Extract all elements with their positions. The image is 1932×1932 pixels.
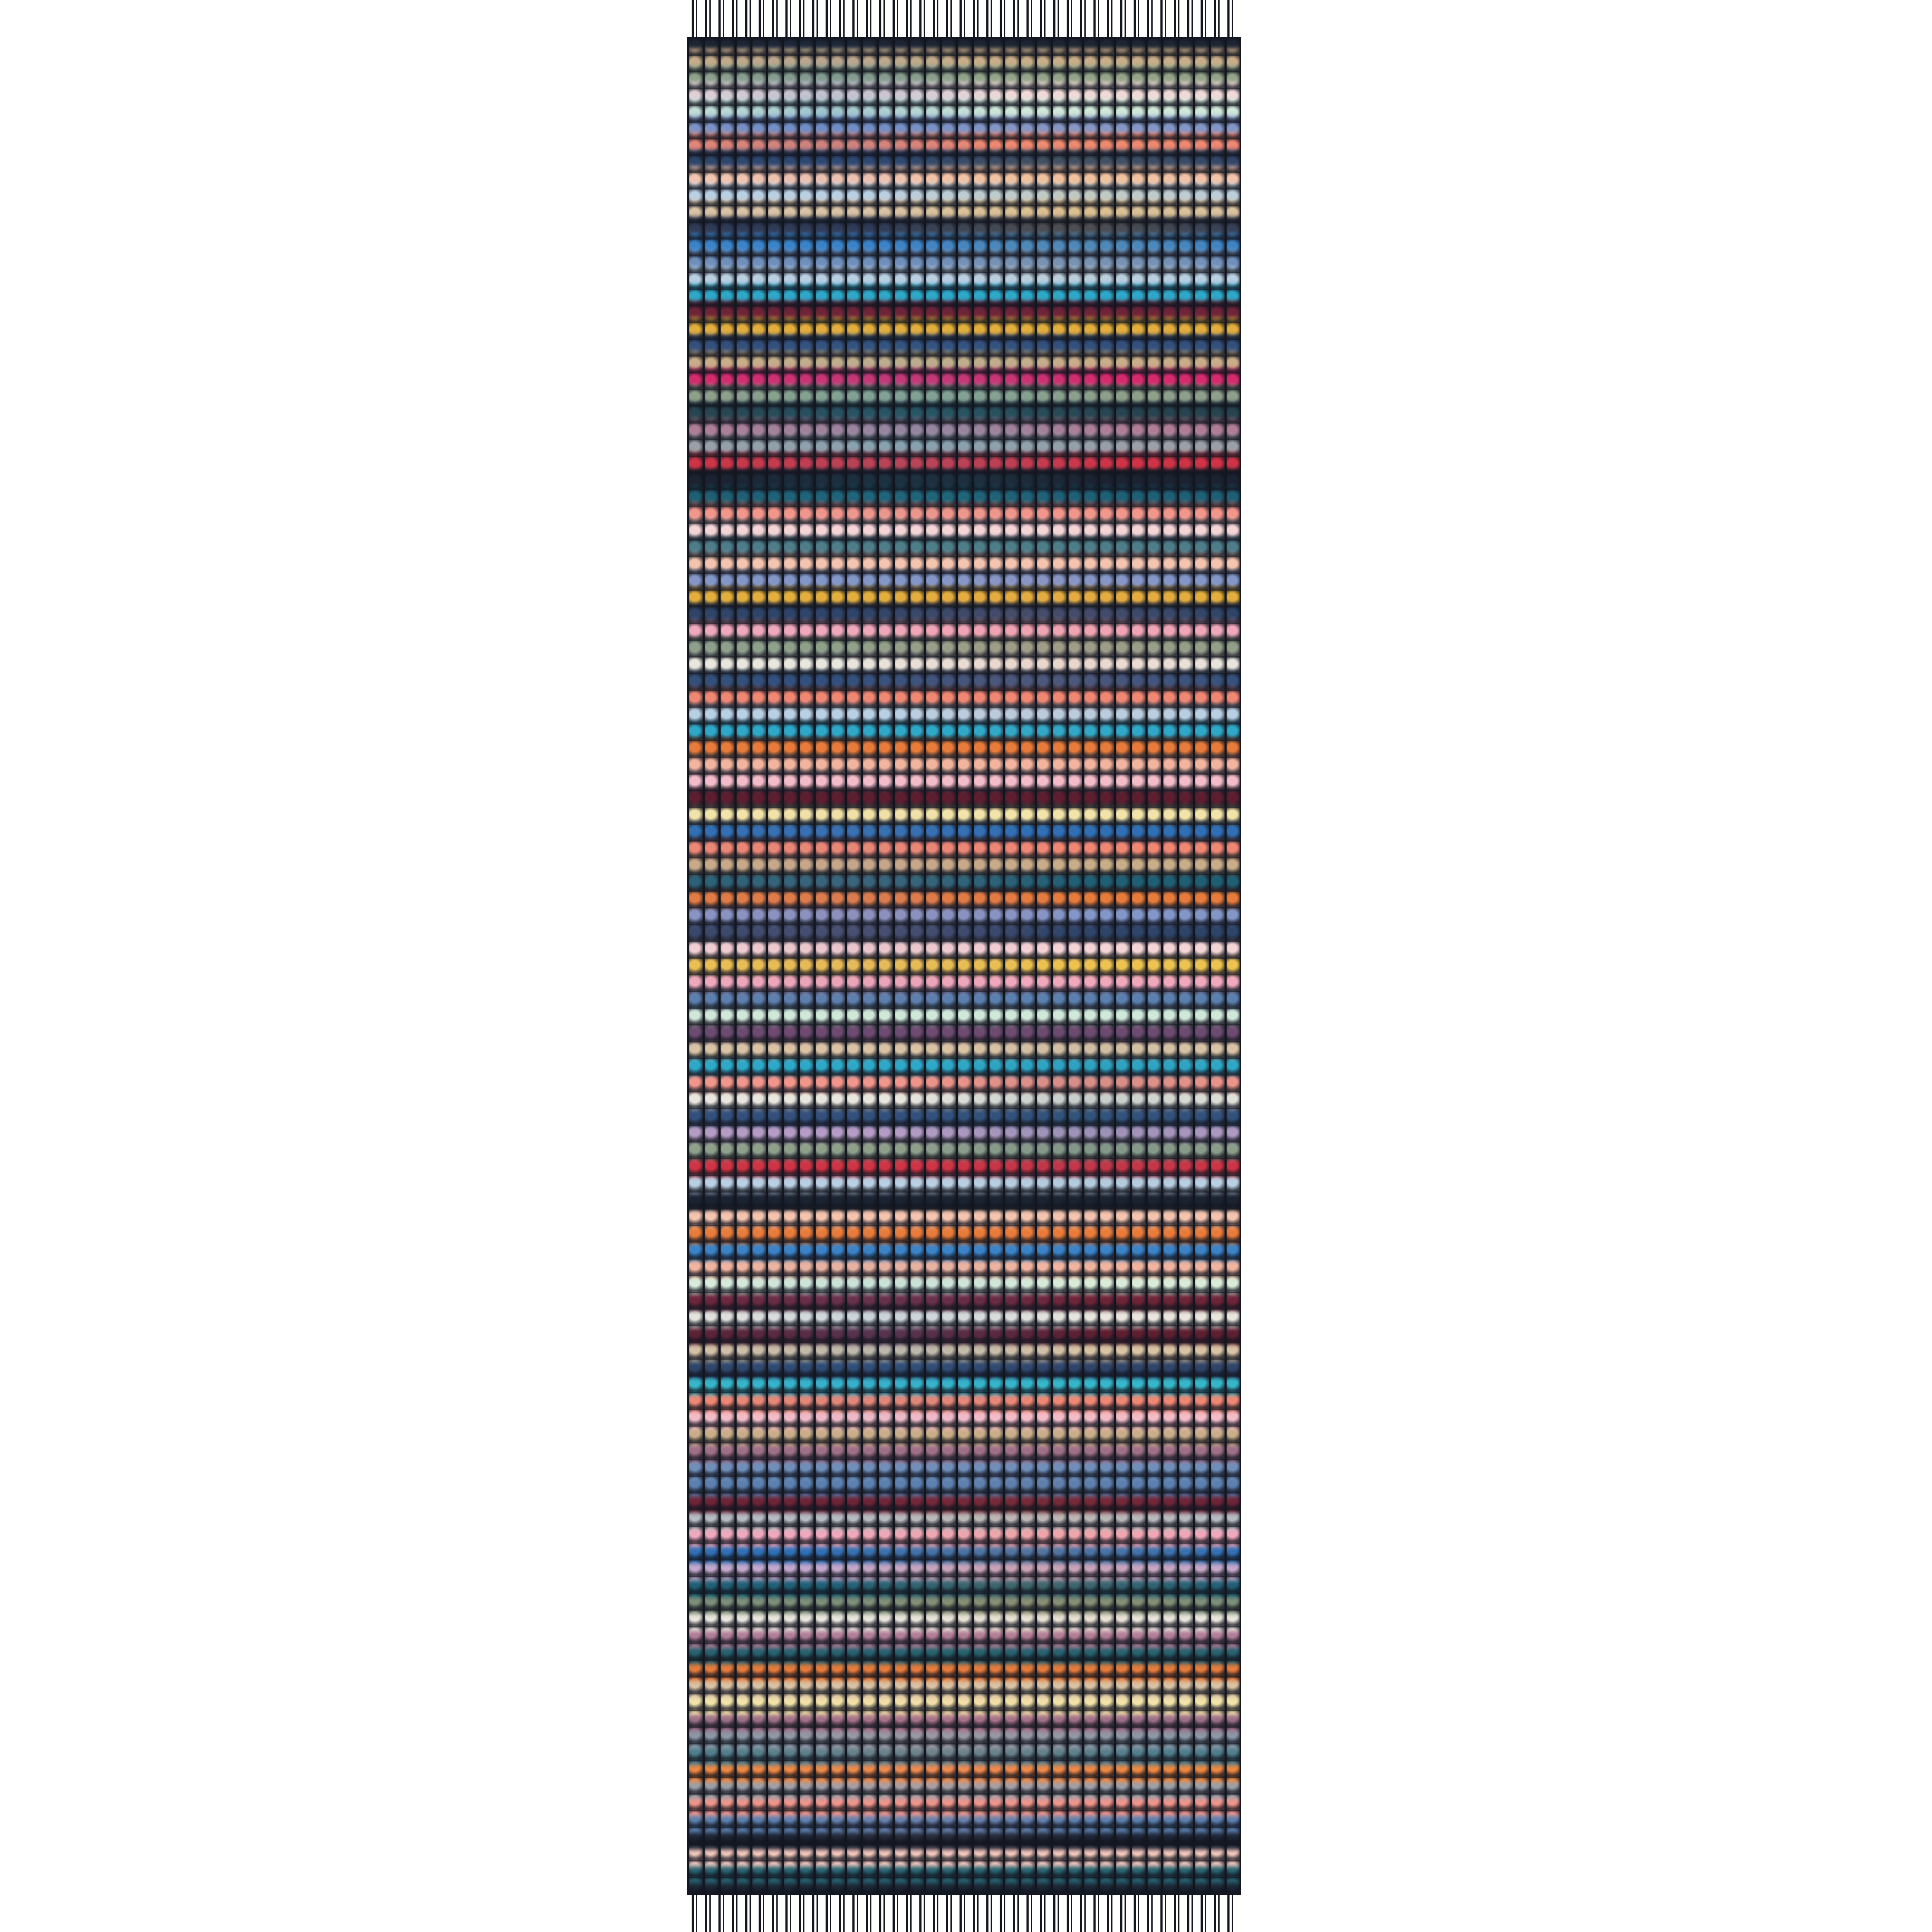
rug-stripe <box>687 301 1241 318</box>
rug-stripe <box>687 1462 1241 1479</box>
rug-stripe <box>687 1698 1241 1715</box>
rug-stripe <box>687 1143 1241 1160</box>
rug-stripe <box>687 705 1241 722</box>
rug-stripe <box>687 66 1241 83</box>
rug-stripe <box>687 1092 1241 1109</box>
rug-stripe <box>687 840 1241 857</box>
rug-stripe <box>687 402 1241 419</box>
rug-stripe <box>687 1025 1241 1042</box>
rug-stripe <box>687 184 1241 200</box>
rug-stripe <box>687 1075 1241 1092</box>
rug-stripe <box>687 1193 1241 1210</box>
rug-stripe <box>687 1597 1241 1614</box>
rug-stripe <box>687 503 1241 520</box>
rug-stripe <box>687 655 1241 671</box>
rug-stripe <box>687 604 1241 621</box>
rug-stripe <box>687 1277 1241 1294</box>
rug-stripe <box>687 1866 1241 1883</box>
rug-stripe <box>687 1547 1241 1563</box>
rug-stripe <box>687 991 1241 1008</box>
rug-stripe <box>687 1833 1241 1849</box>
rug-stripe <box>687 284 1241 301</box>
rug-stripe <box>687 1883 1241 1895</box>
rug-stripe <box>687 1328 1241 1344</box>
rug-stripe <box>687 789 1241 806</box>
rug-stripe <box>687 1765 1241 1782</box>
rug-stripe <box>687 1361 1241 1378</box>
rug-stripe <box>687 217 1241 234</box>
rug-stripe <box>687 1614 1241 1631</box>
rug-stripe <box>687 739 1241 756</box>
rug-stripe <box>687 1227 1241 1244</box>
rug-stripe <box>687 688 1241 705</box>
rug-stripe <box>687 385 1241 402</box>
rug-stripe <box>687 1732 1241 1748</box>
rug-stripe <box>687 1580 1241 1597</box>
rug-stripe <box>687 621 1241 638</box>
rug-stripe <box>687 806 1241 823</box>
rug-stripe <box>687 671 1241 688</box>
rug-stripe <box>687 756 1241 772</box>
rug-stripe <box>687 453 1241 470</box>
rug-stripe <box>687 419 1241 436</box>
rug-stripe <box>687 1748 1241 1765</box>
rug-color-washes <box>687 37 1241 1895</box>
rug-stripe <box>687 957 1241 974</box>
rug-stripe <box>687 1244 1241 1261</box>
rug-stripe <box>687 1496 1241 1513</box>
rug-stripe <box>687 1311 1241 1328</box>
rug-stripe <box>687 1799 1241 1816</box>
rug-stripe <box>687 1126 1241 1143</box>
rug-stripe <box>687 1816 1241 1833</box>
rug-stripe <box>687 37 1241 49</box>
rug-stripe <box>687 352 1241 369</box>
rug-stripe <box>687 537 1241 554</box>
rug-stripe <box>687 436 1241 453</box>
rug-stripe <box>687 571 1241 588</box>
rug-stripe <box>687 722 1241 739</box>
rug-stripe <box>687 116 1241 133</box>
rug-stripe <box>687 1160 1241 1176</box>
rug-stripe <box>687 267 1241 284</box>
rug-body <box>687 37 1241 1895</box>
rug-stripe <box>687 974 1241 991</box>
rug-stripe <box>687 150 1241 167</box>
rug-stripe <box>687 1008 1241 1025</box>
rug-stripe <box>687 1261 1241 1277</box>
rug-stripe <box>687 486 1241 503</box>
rug-stripe <box>687 318 1241 335</box>
rug-stripe <box>687 1479 1241 1496</box>
rug-stripes <box>687 37 1241 1895</box>
rug-stripe <box>687 1715 1241 1732</box>
rug-stripe <box>687 369 1241 385</box>
rug-stripe <box>687 1395 1241 1412</box>
rug-stripe <box>687 874 1241 890</box>
rug-stripe <box>687 924 1241 941</box>
rug-stripe <box>687 638 1241 655</box>
rug-stripe <box>687 1664 1241 1681</box>
rug-stripe <box>687 1849 1241 1866</box>
rug-stripe <box>687 1210 1241 1227</box>
rug-stripe <box>687 890 1241 907</box>
rug-stripe <box>687 907 1241 924</box>
rug-stripe <box>687 1294 1241 1311</box>
rug-stripe <box>687 1563 1241 1580</box>
rug-stripe <box>687 1648 1241 1665</box>
rug-stripe <box>687 234 1241 251</box>
rug-stripe <box>687 335 1241 352</box>
rug-stripe <box>687 1412 1241 1429</box>
rug-stripe <box>687 1109 1241 1126</box>
rug-stripe <box>687 1058 1241 1075</box>
rug-fringe-bottom <box>689 1894 1239 1932</box>
rug-stripe <box>687 772 1241 789</box>
rug-stripe <box>687 1429 1241 1446</box>
rug-stripe <box>687 823 1241 840</box>
rug-stripe <box>687 1344 1241 1361</box>
rug-stripe <box>687 554 1241 571</box>
rug-stripe <box>687 1378 1241 1395</box>
rug-stripe <box>687 1782 1241 1799</box>
rug-product-photo <box>687 0 1241 1932</box>
rug-stripe <box>687 1631 1241 1648</box>
rug-stripe <box>687 470 1241 486</box>
rug-stripe <box>687 857 1241 874</box>
rug-stripe <box>687 1446 1241 1462</box>
rug-stripe <box>687 1176 1241 1193</box>
rug-stripe <box>687 83 1241 99</box>
rug-stripe <box>687 49 1241 66</box>
rug-stripe <box>687 251 1241 267</box>
rug-stripe <box>687 200 1241 217</box>
rug-stripe <box>687 1681 1241 1698</box>
rug-stripe <box>687 941 1241 957</box>
rug-stripe <box>687 167 1241 184</box>
rug-stripe <box>687 133 1241 150</box>
rug-stripe <box>687 587 1241 604</box>
rug-stripe <box>687 99 1241 116</box>
rug-stripe <box>687 520 1241 537</box>
rug-stripe <box>687 1042 1241 1058</box>
rug-stripe <box>687 1513 1241 1530</box>
rug-stripe <box>687 1530 1241 1547</box>
rug-fringe-top <box>689 0 1239 38</box>
